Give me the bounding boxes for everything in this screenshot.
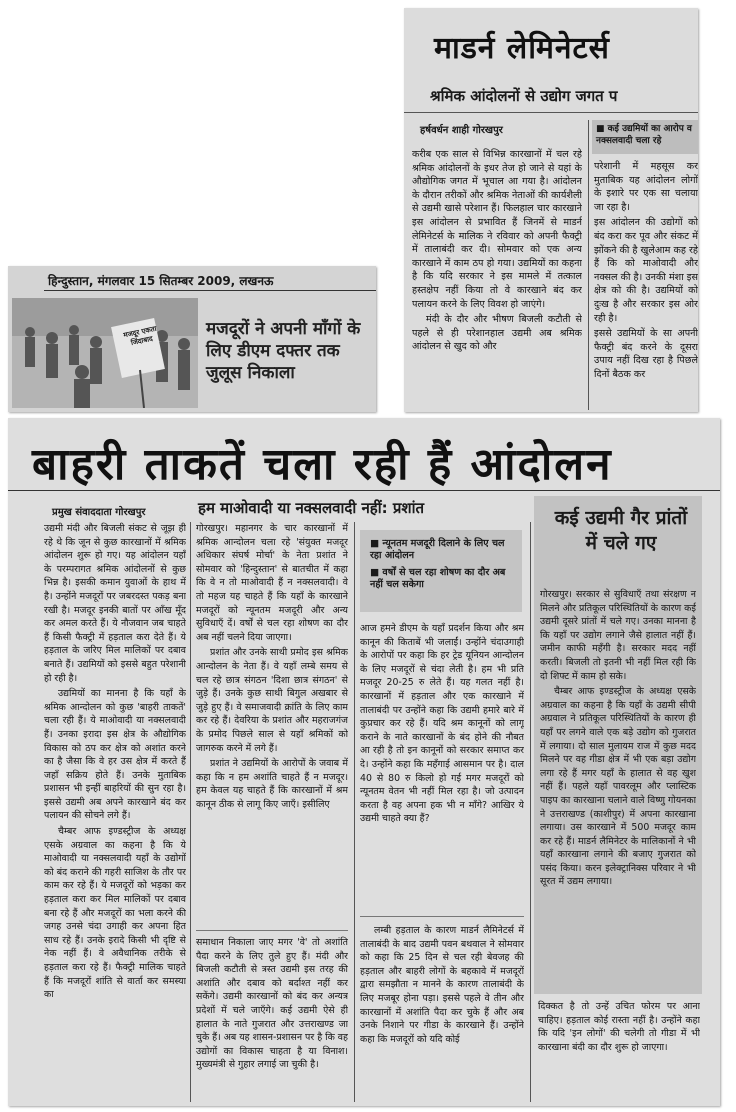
modern-col-rule — [588, 120, 589, 410]
main-bullet-box — [360, 530, 522, 612]
clip-main-article — [8, 418, 720, 1106]
main-c2-p3: प्रशांत ने उद्यमियों के आरोपों के जवाब में कहा कि न हम अशांति चाहते हैं न मजदूर। हम केवल यह चाहते हैं कि कारखानों में श्रम कानून ठीक से लागू किए जाएँ। इसीलिए — [196, 758, 348, 810]
march-photo-image — [12, 298, 198, 408]
march-dateline: हिन्दुस्तान, मंगलवार 15 सितम्बर 2009, लखनऊ — [48, 274, 274, 288]
main-c2-p1: गोरखपुर। महानगर के चार कारखानों में श्रमिक आन्दोलन चला रहे 'संयुक्त मजदूर अधिकार संघर्ष मोर्चा' के नेता प्रशांत ने सोमवार को 'हिन्दुस्तान' से बातचीत में कहा कि वे न तो माओवादी हैं न नक्सलवादी। वे तो महज यह चाहते हैं कि यहाँ के कारखाने मजदूरों को न्यूनतम मजदूरी और अन्य सुविधाएँ दें। वर्षों से चल रहा शोषण का दौर अब नहीं चलने दिया जाएगा। — [196, 523, 348, 643]
main-col-rule-1 — [190, 522, 191, 1102]
main-c2-p2: प्रशांत और उनके साथी प्रमोद इस श्रमिक आन्दोलन के नेता हैं। वे यहाँ लम्बे समय से चल रहे छात्र संगठन 'दिशा छात्र संगठन' से जुड़े हैं। उनके कुछ साथी बिगुल अखबार से जुड़े हुए हैं। वे समाजवादी क्रांति के लिए काम कर रहे हैं। देवरिया के प्रशांत और महराजगंज के प्रमोद पिछले साल से यहाँ श्रमिकों को जागरुक करने में लगे हैं। — [196, 647, 348, 754]
march-dateline-rule — [44, 290, 376, 291]
main-bullet-1: ■ न्यूनतम मजदूरी दिलाने के लिए चल रहा आंदोलन — [370, 538, 516, 562]
march-photo — [12, 298, 198, 408]
modern-column-1 — [412, 148, 582, 410]
clip-modern-laminators — [404, 8, 698, 412]
modern-column-2 — [594, 160, 698, 410]
main-column-4-bottom: दिक्कत है तो उन्हें उचित फोरम पर आना चाहिए। हड़ताल कोई रास्ता नहीं है। उन्होंने कहा कि यदि 'इन लोगों' की चलेगी तो गीडा में भी कारखाना बंदी का दौर शुरू हो जाएगा। — [538, 1001, 700, 1053]
main-column-3 — [360, 622, 524, 912]
side-column — [540, 588, 696, 990]
march-placard-text: मजदूर एकता जिंदाबाद — [122, 324, 158, 348]
main-subheadline: हम माओवादी या नक्सलवादी नहीं: प्रशांत — [198, 499, 425, 517]
main-bullet-2: ■ वर्षों से चल रहा शोषण का दौर अब नहीं चल सकेगा — [370, 567, 516, 591]
side-p2: चैम्बर आफ इण्डस्ट्रीज के अध्यक्ष एसके अग्रवाल का कहना है कि यहाँ के उद्यमी सीपी अग्रवाल ने प्रतिकूल परिस्थितियों के कारण ही यहाँ पर लगने वाले एक बड़े उद्योग को गुजरात में लगाया। दो साल मुलायम राज में कुछ मदद मिलने पर वह गीडा क्षेत्र में भी एक बड़ा उद्योग लगा रहे हैं मगर यहाँ के हालात से वह खुश नहीं हैं। पहले यहाँ पावरलूम और प्लास्टिक पाइप का कारखाना चलाने वाले विष्णु गोयनका ने उत्तराखण्ड (काशीपुर) में अपना कारखाना लगाया। उस कारखाने में 500 मजदूर काम कर रहे हैं। माडर्न लैमिनेटर के मालिकानों ने भी यहाँ कारखाना लगाने की बजाए गुजरात को पसंद किया। करन इलेक्ट्रानिक्स परिवार ने भी सूरत में उद्यम लगाया। — [540, 686, 696, 888]
main-c3-p1: आज हमने डीएम के यहाँ प्रदर्शन किया और श्रम कानून की किताबें भी जलाईं। उन्होंने चंदाउगाही के आरोपों पर कहा कि हर ट्रेड यूनियन आन्दोलन के लिए मजदूरों से चंदा लेती है। हम भी प्रति मजदूर 20-25 रु लेते हैं। यह गलत नहीं है। कारखानों में हड़ताल और एक कारखाने में तालाबंदी पर उन्होंने कहा कि उद्यमी हमारे बारे में कुप्रचार कर रहे हैं। यदि श्रम कानूनों को लागू कराने के नाते कारखानों के बंद होने की नौबत आ रही है तो इन कानूनों को सरकार समाप्त कर दे। उन्होंने कहा कि महँगाई आसमान पर है। दाल 40 से 80 रु किलो हो गई मगर मजदूरों को न्यूनतम वेतन भी नहीं मिल रहा है। जो उत्पादन करता है वह अपना हक भी न माँगे? आखिर ये उद्यमी चाहते क्या हैं? — [360, 623, 524, 825]
main-column-2 — [196, 522, 348, 926]
main-col2-break — [196, 930, 348, 931]
main-c1-p2: उद्यमियों का मानना है कि यहाँ के श्रमिक आन्दोलन को कुछ 'बाहरी ताकतें' चला रही हैं। ये माओवादी या नक्सलवादी हैं। उनका इरादा इस क्षेत्र के औद्योगिक विकास को ठप कर क्षेत्र को अशांत करने का है जैसा कि वे हर उस क्षेत्र में करते हैं जहाँ सक्रिय होते हैं। उनके मुताबिक प्रशासन भी इन्हीं बाहरियों की सुन रहा है। इससे उद्यमी अब अपने कारखाने बंद कर पलायन की सोचने लगे हैं। — [44, 688, 186, 822]
main-c1-p1: उद्यमी मंदी और बिजली संकट से जूझ ही रहे थे कि जून से कुछ कारखानों में श्रमिक आंदोलन शुरू हो गए। यह आंदोलन यहाँ के परम्परागत श्रमिक आंदोलनों से कुछ भिन्न है। इसकी कमान युवाओं के हाथ में है। उन्होंने मजदूरों पर जबरदस्त पकड़ बना रखी है। मजदूर इनकी बातों पर आँख मूँद कर अमल करते हैं। ये नौजवान जब चाहते हैं किसी फैक्ट्री में हड़ताल करा देते हैं। ये हड़ताल के जरिए मिल मालिकों पर दबाव बनाते हैं। उद्यमियों को इससे बहुत परेशानी हो रही है। — [44, 523, 186, 684]
modern-bullet: ■ कई उद्यमियों का आरोप व नक्सलवादी चला रहे — [592, 120, 698, 150]
side-p1: गोरखपुर। सरकार से सुविधाएँ तथा संरक्षण न मिलने और प्रतिकूल परिस्थितियों के कारण कई उद्यमी दूसरे प्रांतों में चले गए। उनका मानना है कि यहाँ पर उद्योग लगाने जैसे हालात नहीं हैं। जमीन काफी महँगी है। सरकार मदद नहीं करती। बिजली तो इतनी भी नहीं मिल रही कि दो शिफ्ट में काम हो सके। — [540, 589, 696, 682]
modern-divider — [404, 112, 698, 113]
main-c1-p3: चैम्बर आफ इण्डस्ट्रीज के अध्यक्ष एसके अग्रवाल का कहना है कि ये माओवादी या नक्सलवादी यहाँ के उद्योगों को बंद कराने की गहरी साजिश के तौर पर काम कर रहे हैं। ये मजदूरों को भड़का कर हड़ताल करा कर मिल मालिकों पर दबाव बना रहे हैं और मजदूरों का भला करने की जगह उनसे चंदा उगाही कर अपना हित साध रहे हैं। उनके इरादे किसी भी दृष्टि से नेक नहीं हैं। वे अवैधानिक तरीके से हड़ताल करा रहे हैं। फैक्ट्री मालिक चाहते हैं कि मजदूरों शांति से वार्ता कर समस्या का — [44, 826, 186, 1001]
main-column-3-bottom — [360, 924, 524, 1102]
main-col-rule-2 — [354, 522, 355, 1102]
modern-byline: हर्षवर्धन शाही गोरखपुर — [420, 125, 503, 136]
main-col-rule-3 — [530, 522, 531, 1102]
main-c3-p2: लम्बी हड़ताल के कारण माडर्न लैमिनेटर्स में तालाबंदी के बाद उद्यमी पवन बथवाल ने सोमवार को कहा कि 25 दिन से चल रही बेवजह की हड़ताल और बाहरी लोगों के बहकावे में मजदूरों द्वारा समझौता न मानने के कारण तालाबंदी के लिए मजबूर होना पड़ा। इससे पहले वे तीन और कारखानों में अशांति पैदा कर चुके हैं और अब उनके निशाने पर गीडा के कारखाने हैं। उन्होंने कहा कि मजदूरों को यदि कोई — [360, 925, 524, 1045]
modern-c1-p2: मंदी के दौर और भीषण बिजली कटौती से पहले से ही परेशानहाल उद्यमी अब श्रमिक आंदोलन से खुद को और — [412, 314, 582, 353]
main-col3-break — [360, 916, 524, 917]
modern-bullet-box — [592, 120, 698, 154]
march-headline: मजदूरों ने अपनी माँगों के लिए डीएम दफ्तर तक जुलूस निकाला — [206, 319, 361, 383]
main-headline-rule — [8, 490, 720, 491]
modern-c2-p3: इससे उद्यमियों के सा अपनी फैक्ट्री बंद करने के दूसरा उपाय नहीं दिख रहा है पिछले दिनों बैठक कर — [594, 328, 698, 380]
modern-c1-p1: करीब एक साल से विभिन्न कारखानों में चल रहे श्रमिक आंदोलनों के इधर तेज हो जाने से यहां के औद्योगिक जगत में भूचाल आ गया है। आंदोलन के दौरान तरीकों और श्रमिक नेताओं की कार्यशैली से उद्यमी खासे परेशान हैं। फिलहाल चार कारखाने इस आंदोलन से प्रभावित हैं जिनमें से माडर्न लेमिनेटर्स के मालिक ने रविवार को अपनी फैक्ट्री में तालाबंदी कर दी। सोमवार को एक अन्य कारखाने में काम ठप हो गया। उद्यमियों का कहना है कि यदि सरकार ने इस मामले में तत्काल हस्तक्षेप नहीं किया तो वे कारखाने बंद कर पलायन करने के लिए विवश हो जाएंगे। — [412, 149, 582, 310]
modern-c2-p1: परेशानी में महसूस कर मुताबिक यह आंदोलन लोगों के इशारे पर एक सा चलाया जा रहा है। — [594, 161, 698, 213]
modern-c2-p2: इस आंदोलन की उद्योगों को बंद करा कर पूव और संकट में झोंकने की है खुलेआम कह रहे हैं कि को माओवादी और नक्सल की है। उनकी मंशा इस क्षेत्र को की है। उद्यमियों को दुःख है और सरकार इस ओर रही है। — [594, 217, 698, 324]
main-column-2-bottom: समाधान निकाला जाए मगर 'वे' तो अशांति पैदा करने के लिए तुले हुए हैं। मंदी और बिजली कटौती से त्रस्त उद्यमी इस तरह की अशांति और दबाव को बर्दाश्त नहीं कर सकेंगे। उद्यमी कारखानों को बंद कर अन्यत्र प्रदेशों में चले जाएँगे। कई उद्यमी ऐसे ही हालात के नाते गुजरात और उत्तराखण्ड जा चुके हैं। अब यह शासन-प्रशासन पर है कि वह उद्योगों का विकास चाहता है या विनाश। मुख्यमंत्री से गुहार लगाई जा चुकी है। — [196, 937, 348, 1071]
modern-subheadline: श्रमिक आंदोलनों से उद्योग जगत प — [430, 87, 618, 105]
side-headline: कई उद्यमी गैर प्रांतों में चले गए — [554, 507, 688, 554]
main-headline: बाहरी ताकतें चला रही हैं आंदोलन — [32, 439, 613, 490]
main-column-1 — [44, 522, 186, 1104]
modern-headline: माडर्न लेमिनेटर्स — [434, 31, 610, 66]
side-story-box — [534, 496, 702, 994]
main-byline: प्रमुख संवाददाता गोरखपुर — [52, 507, 146, 518]
clip-workers-march — [8, 266, 376, 412]
